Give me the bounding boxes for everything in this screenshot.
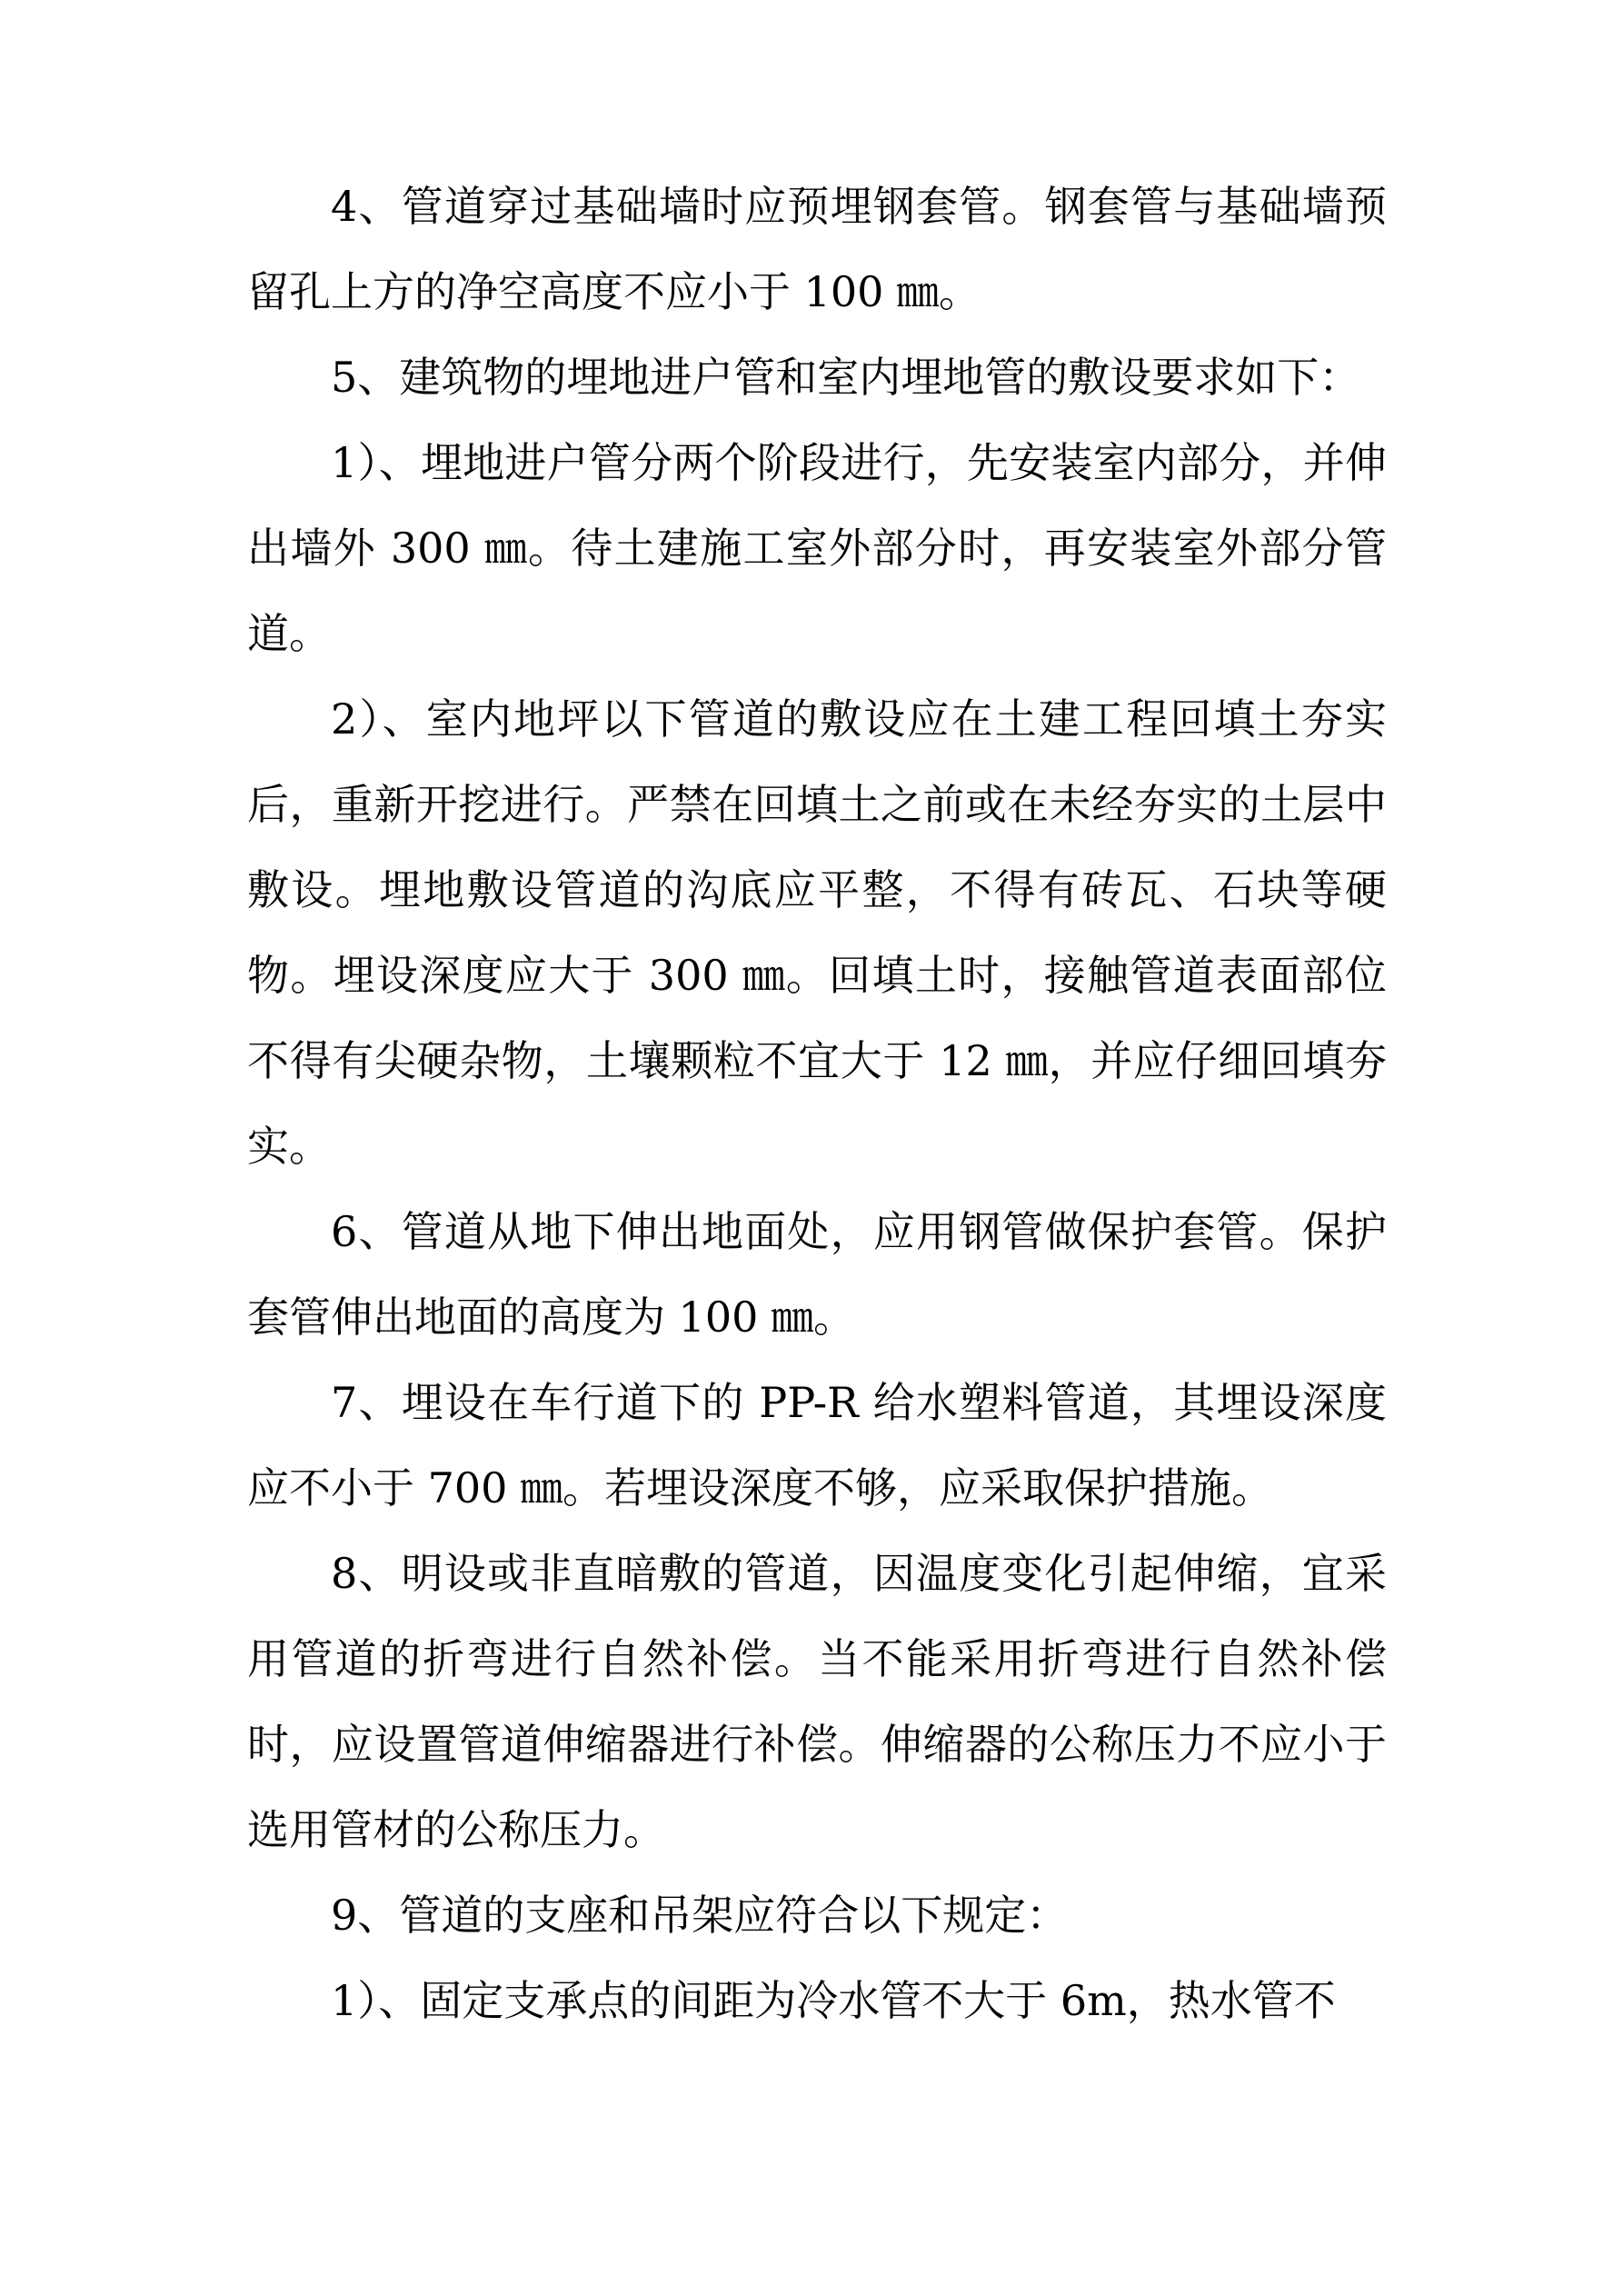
paragraph-9: 9、管道的支座和吊架应符合以下规定： (331, 1891, 1069, 1940)
paragraph-6: 6、管道从地下伸出地面处，应用钢管做保护套管。保护套管伸出地面的高度为 100 ㎜。 (247, 1207, 1387, 1342)
paragraph-5-2: 2）、室内地坪以下管道的敷设应在土建工程回填土夯实后，重新开挖进行。严禁在回填土之前或在未经夯实的土层中敷设。埋地敷设管道的沟底应平整，不得有砖瓦、石块等硬物。埋设深度应大于 300 ㎜。回填土时，接触管道表面部位不得有尖硬杂物，土壤颗粒不宜大于 12 ㎜，并应仔细回填夯实。 (247, 694, 1387, 1171)
paragraph-7: 7、埋设在车行道下的 PP-R 给水塑料管道，其埋设深度应不小于 700 ㎜。若埋设深度不够，应采取保护措施。 (247, 1378, 1387, 1512)
paragraph-8: 8、明设或非直暗敷的管道，因温度变化引起伸缩，宜采用管道的折弯进行自然补偿。当不能采用折弯进行自然补偿时，应设置管道伸缩器进行补偿。伸缩器的公称压力不应小于选用管材的公称压力。 (247, 1549, 1387, 1854)
document-body (247, 164, 1387, 2043)
paragraph-9-1: 1）、固定支承点的间距为冷水管不大于 6m，热水管不 (331, 1976, 1336, 2025)
paragraph-5-1: 1）、埋地进户管分两个阶段进行，先安装室内部分，并伸出墙外 300 ㎜。待土建施工室外部分时，再安装室外部分管道。 (247, 438, 1387, 658)
paragraph-4: 4、管道穿过基础墙时应预埋钢套管。钢套管与基础墙预留孔上方的净空高度不应小于 100 ㎜。 (247, 182, 1387, 316)
paragraph-5: 5、建筑物的埋地进户管和室内埋地管的敷设要求如下： (331, 353, 1361, 402)
